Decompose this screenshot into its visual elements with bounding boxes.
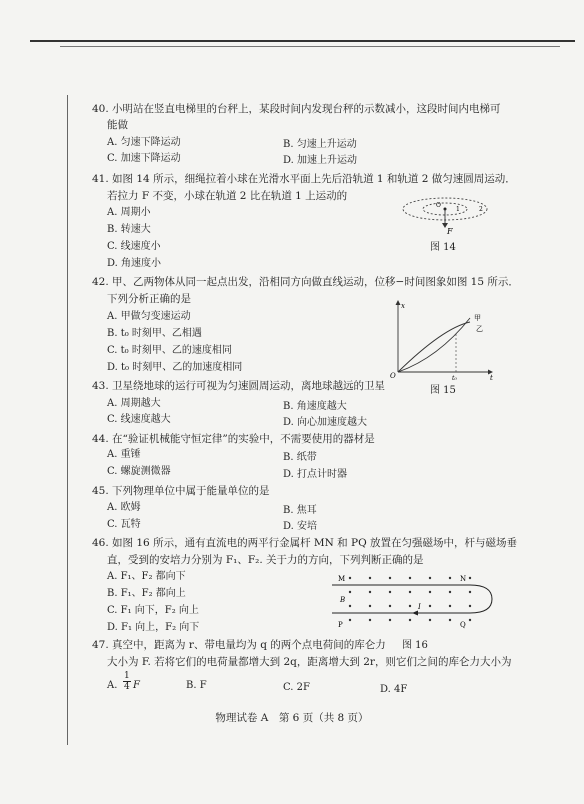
q42-option-a: A. 甲做匀变速运动 bbox=[107, 311, 191, 322]
q46-stem-line1: 46. 如图 16 所示，通有直流电的两平行金属杆 MN 和 PQ 放置在匀强磁场中，杆与磁场垂 bbox=[92, 537, 518, 549]
q44-option-a: A. 重锤 bbox=[107, 449, 141, 460]
q44-stem: 44. 在“验证机械能守恒定律”的实验中，不需要使用的器材是 bbox=[92, 433, 375, 445]
figure-15-caption: 图 15 bbox=[430, 385, 456, 396]
header-rule-thin bbox=[60, 46, 560, 47]
q46-option-a: A. F₁、F₂ 都向下 bbox=[107, 571, 186, 582]
figure-15 bbox=[388, 300, 498, 380]
q47-option-a-fraction bbox=[123, 671, 131, 692]
q45-option-a: A. 欧姆 bbox=[107, 502, 141, 513]
q40-stem-line2: 能做 bbox=[107, 119, 128, 131]
q41-stem-line2: 若拉力 F 不变，小球在轨道 2 比在轨道 1 上运动的 bbox=[107, 190, 348, 202]
q43-stem: 43. 卫星绕地球的运行可视为匀速圆周运动，离地球越远的卫星 bbox=[92, 380, 386, 392]
q41-option-b: B. 转速大 bbox=[107, 224, 151, 235]
q40-option-a: A. 匀速下降运动 bbox=[107, 137, 181, 148]
q41-option-c: C. 线速度小 bbox=[107, 241, 161, 252]
q40-stem-line1: 40. 小明站在竖直电梯里的台秤上，某段时间内发现台秤的示数减小，这段时间内电梯可 bbox=[92, 103, 501, 115]
q42-stem-line2: 下列分析正确的是 bbox=[107, 293, 191, 305]
q47-stem-line2: 大小为 F. 若将它们的电荷量都增大到 2q，距离增大到 2r，则它们之间的库仑力大小为 bbox=[107, 656, 512, 668]
q43-option-b: B. 角速度越大 bbox=[283, 401, 347, 412]
q43-option-c: C. 线速度越大 bbox=[107, 414, 171, 425]
rod-circuit bbox=[332, 585, 492, 613]
q43-option-d: D. 向心加速度越大 bbox=[283, 417, 368, 428]
label-origin: O bbox=[390, 372, 396, 380]
margin-rule bbox=[67, 95, 68, 745]
figure-16-caption: 图 16 bbox=[402, 640, 428, 651]
q46-option-c: C. F₁ 向下，F₂ 向上 bbox=[107, 605, 199, 616]
q42-option-d: D. t₀ 时刻甲、乙的加速度相同 bbox=[107, 362, 243, 373]
figure-14 bbox=[400, 194, 500, 234]
q46-stem-line2: 直，受到的安培力分别为 F₁、F₂. 关于力的方向，下列判断正确的是 bbox=[107, 554, 424, 566]
label-jia: 甲 bbox=[474, 314, 481, 322]
q47-option-b: B. F bbox=[186, 680, 207, 691]
q41-stem-line1: 41. 如图 14 所示，细绳拉着小球在光滑水平面上先后沿轨道 1 和轨道 2 做匀速圆周运动． bbox=[92, 173, 516, 185]
q46-option-b: B. F₁、F₂ 都向上 bbox=[107, 588, 186, 599]
q44-option-c: C. 螺旋测微器 bbox=[107, 466, 171, 477]
label-p: P bbox=[338, 621, 343, 629]
label-m: M bbox=[338, 575, 346, 583]
q45-stem: 45. 下列物理单位中属于能量单位的是 bbox=[92, 485, 270, 497]
curve-jia bbox=[398, 318, 470, 372]
q41-option-d: D. 角速度小 bbox=[107, 258, 162, 269]
label-i: I bbox=[418, 603, 421, 611]
q45-option-d: D. 安培 bbox=[283, 521, 318, 532]
q45-option-c: C. 瓦特 bbox=[107, 519, 141, 530]
q46-option-d: D. F₁ 向上，F₂ 向下 bbox=[107, 622, 200, 633]
q47-option-a-var: F bbox=[133, 680, 140, 691]
curve-yi bbox=[398, 322, 470, 372]
q47-option-a-label: A. bbox=[107, 680, 118, 691]
q40-option-d: D. 加速上升运动 bbox=[283, 155, 358, 166]
figure-16 bbox=[330, 568, 500, 630]
figure-14-caption: 图 14 bbox=[430, 242, 456, 253]
label-q: Q bbox=[460, 621, 466, 629]
q42-option-c: C. t₀ 时刻甲、乙的速度相同 bbox=[107, 345, 232, 356]
label-f: F bbox=[447, 227, 453, 236]
field-dots bbox=[349, 577, 471, 621]
x-axis-arrow bbox=[396, 300, 401, 305]
label-x: x bbox=[401, 302, 405, 310]
q47-stem-line1: 47. 真空中，距离为 r、带电量均为 q 的两个点电荷间的库仑力 bbox=[92, 639, 386, 651]
q44-option-d: D. 打点计时器 bbox=[283, 469, 348, 480]
q42-option-b: B. t₀ 时刻甲、乙相遇 bbox=[107, 328, 202, 339]
current-arrow bbox=[412, 611, 418, 616]
fraction-denominator: 4 bbox=[124, 682, 130, 692]
q40-option-b: B. 匀速上升运动 bbox=[283, 139, 357, 150]
label-t: t bbox=[490, 374, 493, 382]
q42-stem-line1: 42. 甲、乙两物体从同一起点出发，沿相同方向做直线运动，位移−时间图象如图 15 所示． bbox=[92, 276, 519, 288]
q41-option-a: A. 周期小 bbox=[107, 207, 151, 218]
header-rule bbox=[30, 40, 575, 42]
q44-option-b: B. 纸带 bbox=[283, 452, 317, 463]
label-b: B bbox=[340, 596, 346, 604]
page-footer: 物理试卷 A 第 6 页（共 8 页） bbox=[215, 712, 369, 724]
q43-option-a: A. 周期越大 bbox=[107, 398, 161, 409]
label-1: 1 bbox=[456, 206, 460, 213]
label-n: N bbox=[460, 575, 467, 583]
q45-option-b: B. 焦耳 bbox=[283, 505, 317, 516]
fraction-numerator: 1 bbox=[124, 671, 130, 681]
q47-option-c: C. 2F bbox=[283, 682, 310, 693]
q40-option-c: C. 加速下降运动 bbox=[107, 153, 181, 164]
label-o: O bbox=[436, 202, 441, 209]
label-2: 2 bbox=[479, 206, 483, 213]
q47-option-d: D. 4F bbox=[380, 684, 408, 695]
label-yi: 乙 bbox=[476, 325, 483, 333]
label-t0: t₀ bbox=[452, 375, 457, 382]
